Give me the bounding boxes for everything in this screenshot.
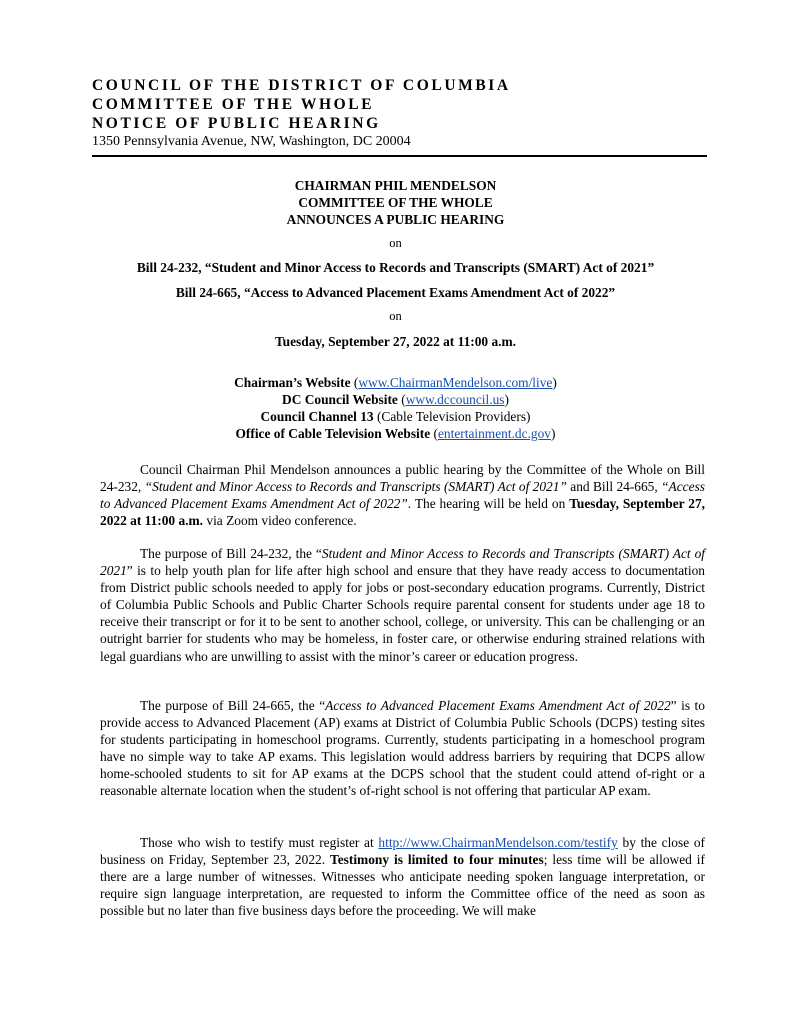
letterhead-notice: NOTICE OF PUBLIC HEARING	[92, 115, 381, 132]
watch-chairman-website: Chairman’s Website (www.ChairmanMendelson.com/live)	[234, 375, 557, 390]
watch-channel-13	[60, 408, 731, 425]
paragraph-bill-24-232	[100, 545, 705, 665]
announcement-hearing: ANNOUNCES A PUBLIC HEARING	[286, 212, 505, 227]
paragraph-bill-24-665	[100, 697, 705, 800]
watch-label: Chairman’s Website	[234, 375, 351, 390]
watch-note: (Cable Television Providers)	[376, 409, 531, 424]
p2-text: ” is to help youth plan for life after high school and ensure that they have ready access to documentation from District public schools needed to apply for jobs or post-secondary education programs. Currently, District of Columbia Public Schools and Public Charter Schools require parental consent for students under age 18 to receive their transcript or for it to be sent to another school, college, or university. This can be challenging or an outright barrier for students who may be homeless, in foster care, or otherwise enduring strained relations with legal guardians who are unwilling to assist with the minor’s career or education progress.	[100, 563, 705, 664]
p2-bill-title: Student and Minor Access to Records and Transcripts (SMART) Act of 2021	[100, 546, 705, 579]
watch-block	[60, 374, 731, 442]
p3-bill-title: Access to Advanced Placement Exams Amendment Act of 2022	[325, 698, 671, 713]
p4-text: by the close of business on Friday, September 23, 2022.	[100, 835, 706, 868]
letterhead	[92, 76, 702, 151]
announcement-bill-1: Bill 24-232, “Student and Minor Access to Records and Transcripts (SMART) Act of 2021”	[136, 260, 655, 275]
dccouncil-link[interactable]: www.dccouncil.us	[405, 392, 505, 407]
announcement-datetime: Tuesday, September 27, 2022 at 11:00 a.m.	[274, 334, 517, 349]
announcement-on-1: on	[389, 236, 402, 250]
entertainment-link[interactable]: entertainment.dc.gov	[437, 426, 552, 441]
p4-text: Those who wish to testify must register at	[140, 835, 379, 850]
p2-text: The purpose of Bill 24-232, the “	[140, 546, 322, 561]
p1-text: via Zoom video conference.	[203, 513, 357, 529]
announcement-bill-2: Bill 24-665, “Access to Advanced Placement Exams Amendment Act of 2022”	[175, 285, 616, 300]
watch-label: Office of Cable Television Website	[235, 426, 431, 441]
watch-label: DC Council Website	[282, 392, 398, 407]
paragraph-testimony	[100, 834, 705, 919]
watch-council-website: DC Council Website (www.dccouncil.us)	[282, 392, 509, 407]
p1-datetime: Tuesday, September 27, 2022 at 11:00 a.m.	[100, 496, 705, 529]
p1-text: . The hearing will be held on	[407, 496, 570, 512]
watch-cable-website: Office of Cable Television Website (entertainment.dc.gov)	[235, 426, 556, 441]
announcement-on-2: on	[389, 309, 402, 323]
announcement-block	[60, 177, 731, 350]
testify-link[interactable]: http://www.ChairmanMendelson.com/testify	[378, 835, 618, 850]
p3-text: The purpose of Bill 24-665, the “	[140, 698, 326, 713]
letterhead-committee: COMMITTEE OF THE WHOLE	[92, 96, 375, 113]
p1-text: Council Chairman Phil Mendelson announces a public hearing by the Committee of the Whole on Bill 24-232,	[100, 462, 705, 495]
p1-bill2-title: “Access to Advanced Placement Exams Amendment Act of 2022”	[100, 479, 705, 512]
announcement-committee: COMMITTEE OF THE WHOLE	[298, 195, 493, 210]
letterhead-divider	[92, 155, 707, 157]
letterhead-address: 1350 Pennsylvania Avenue, NW, Washington, DC 20004	[92, 134, 411, 149]
p4-time-limit: Testimony is limited to four minutes	[330, 852, 544, 868]
paragraph-announcement	[100, 461, 705, 529]
chairman-live-link[interactable]: www.ChairmanMendelson.com/live	[358, 375, 553, 390]
announcement-chairman: CHAIRMAN PHIL MENDELSON	[294, 178, 497, 193]
p1-text: and Bill 24-665,	[566, 479, 662, 495]
p3-text: ” is to provide access to Advanced Placement (AP) exams at District of Columbia Public Schools (DCPS) testing sites for students participating in homeschool programs. Currently, students participating in a homeschool program have no simple way to take AP exams. This legislation would address barriers by requiring that DCPS allow home-schooled students to sit for AP exams at the DCPS school that the student could attend of-right or a reasonable alternate location when the student’s of-right school is not offering that particular AP exam.	[100, 698, 705, 799]
p4-text: ; less time will be allowed if there are a large number of witnesses. Witnesses who anticipate needing spoken language interpretation, or require sign language interpretation, are requested to inform the Committee office of the need as soon as possible but no later than five business days before the proceeding. We will make	[100, 852, 705, 919]
letterhead-council: COUNCIL OF THE DISTRICT OF COLUMBIA	[92, 77, 511, 94]
watch-label: Council Channel 13	[260, 409, 374, 424]
p1-bill1-title: “Student and Minor Access to Records and Transcripts (SMART) Act of 2021”	[144, 479, 567, 495]
